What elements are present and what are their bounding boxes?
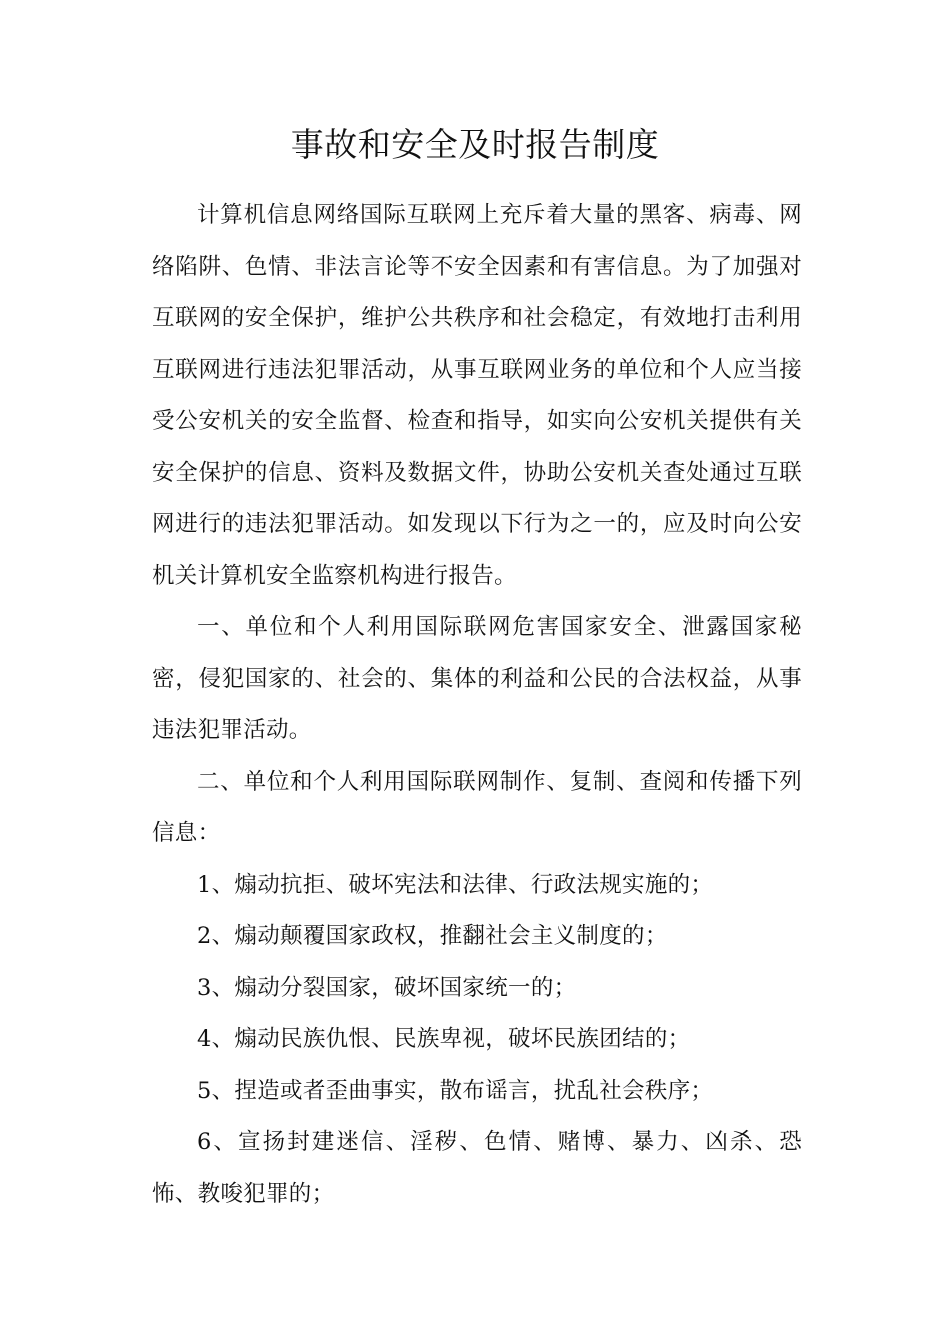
- list-item-3: 3、煽动分裂国家，破坏国家统一的；: [197, 974, 577, 1001]
- document-title: 事故和安全及时报告制度: [290, 125, 660, 164]
- clause-one-paragraph: 一、单位和个人利用国际联网危害国家安全、泄露国家秘密，侵犯国家的、社会的、集体的利益和公民的合法权益，从事违法犯罪活动。: [152, 614, 802, 743]
- intro-paragraph: 计算机信息网络国际互联网上充斥着大量的黑客、病毒、网络陷阱、色情、非法言论等不安全因素和有害信息。为了加强对互联网的安全保护，维护公共秩序和社会稳定，有效地打击利用互联网进行违法犯罪活动，从事互联网业务的单位和个人应当接受公安机关的安全监督、检查和指导，如实向公安机关提供有关安全保护的信息、资料及数据文件，协助公安机关查处通过互联网进行的违法犯罪活动。如发现以下行为之一的，应及时向公安机关计算机安全监察机构进行报告。: [152, 202, 802, 589]
- document-body: [152, 190, 802, 1220]
- list-item-5: 5、捏造或者歪曲事实，散布谣言，扰乱社会秩序；: [197, 1077, 714, 1104]
- list-item-1: 1、煽动抗拒、破坏宪法和法律、行政法规实施的；: [197, 871, 714, 898]
- list-item-2: 2、煽动颠覆国家政权，推翻社会主义制度的；: [197, 923, 668, 949]
- clause-two-paragraph: 二、单位和个人利用国际联网制作、复制、查阅和传播下列信息：: [152, 768, 802, 846]
- list-item-6: 6、宣扬封建迷信、淫秽、色情、赌博、暴力、凶杀、恐怖、教唆犯罪的；: [152, 1129, 802, 1207]
- list-item-4: 4、煽动民族仇恨、民族卑视，破坏民族团结的；: [197, 1026, 691, 1052]
